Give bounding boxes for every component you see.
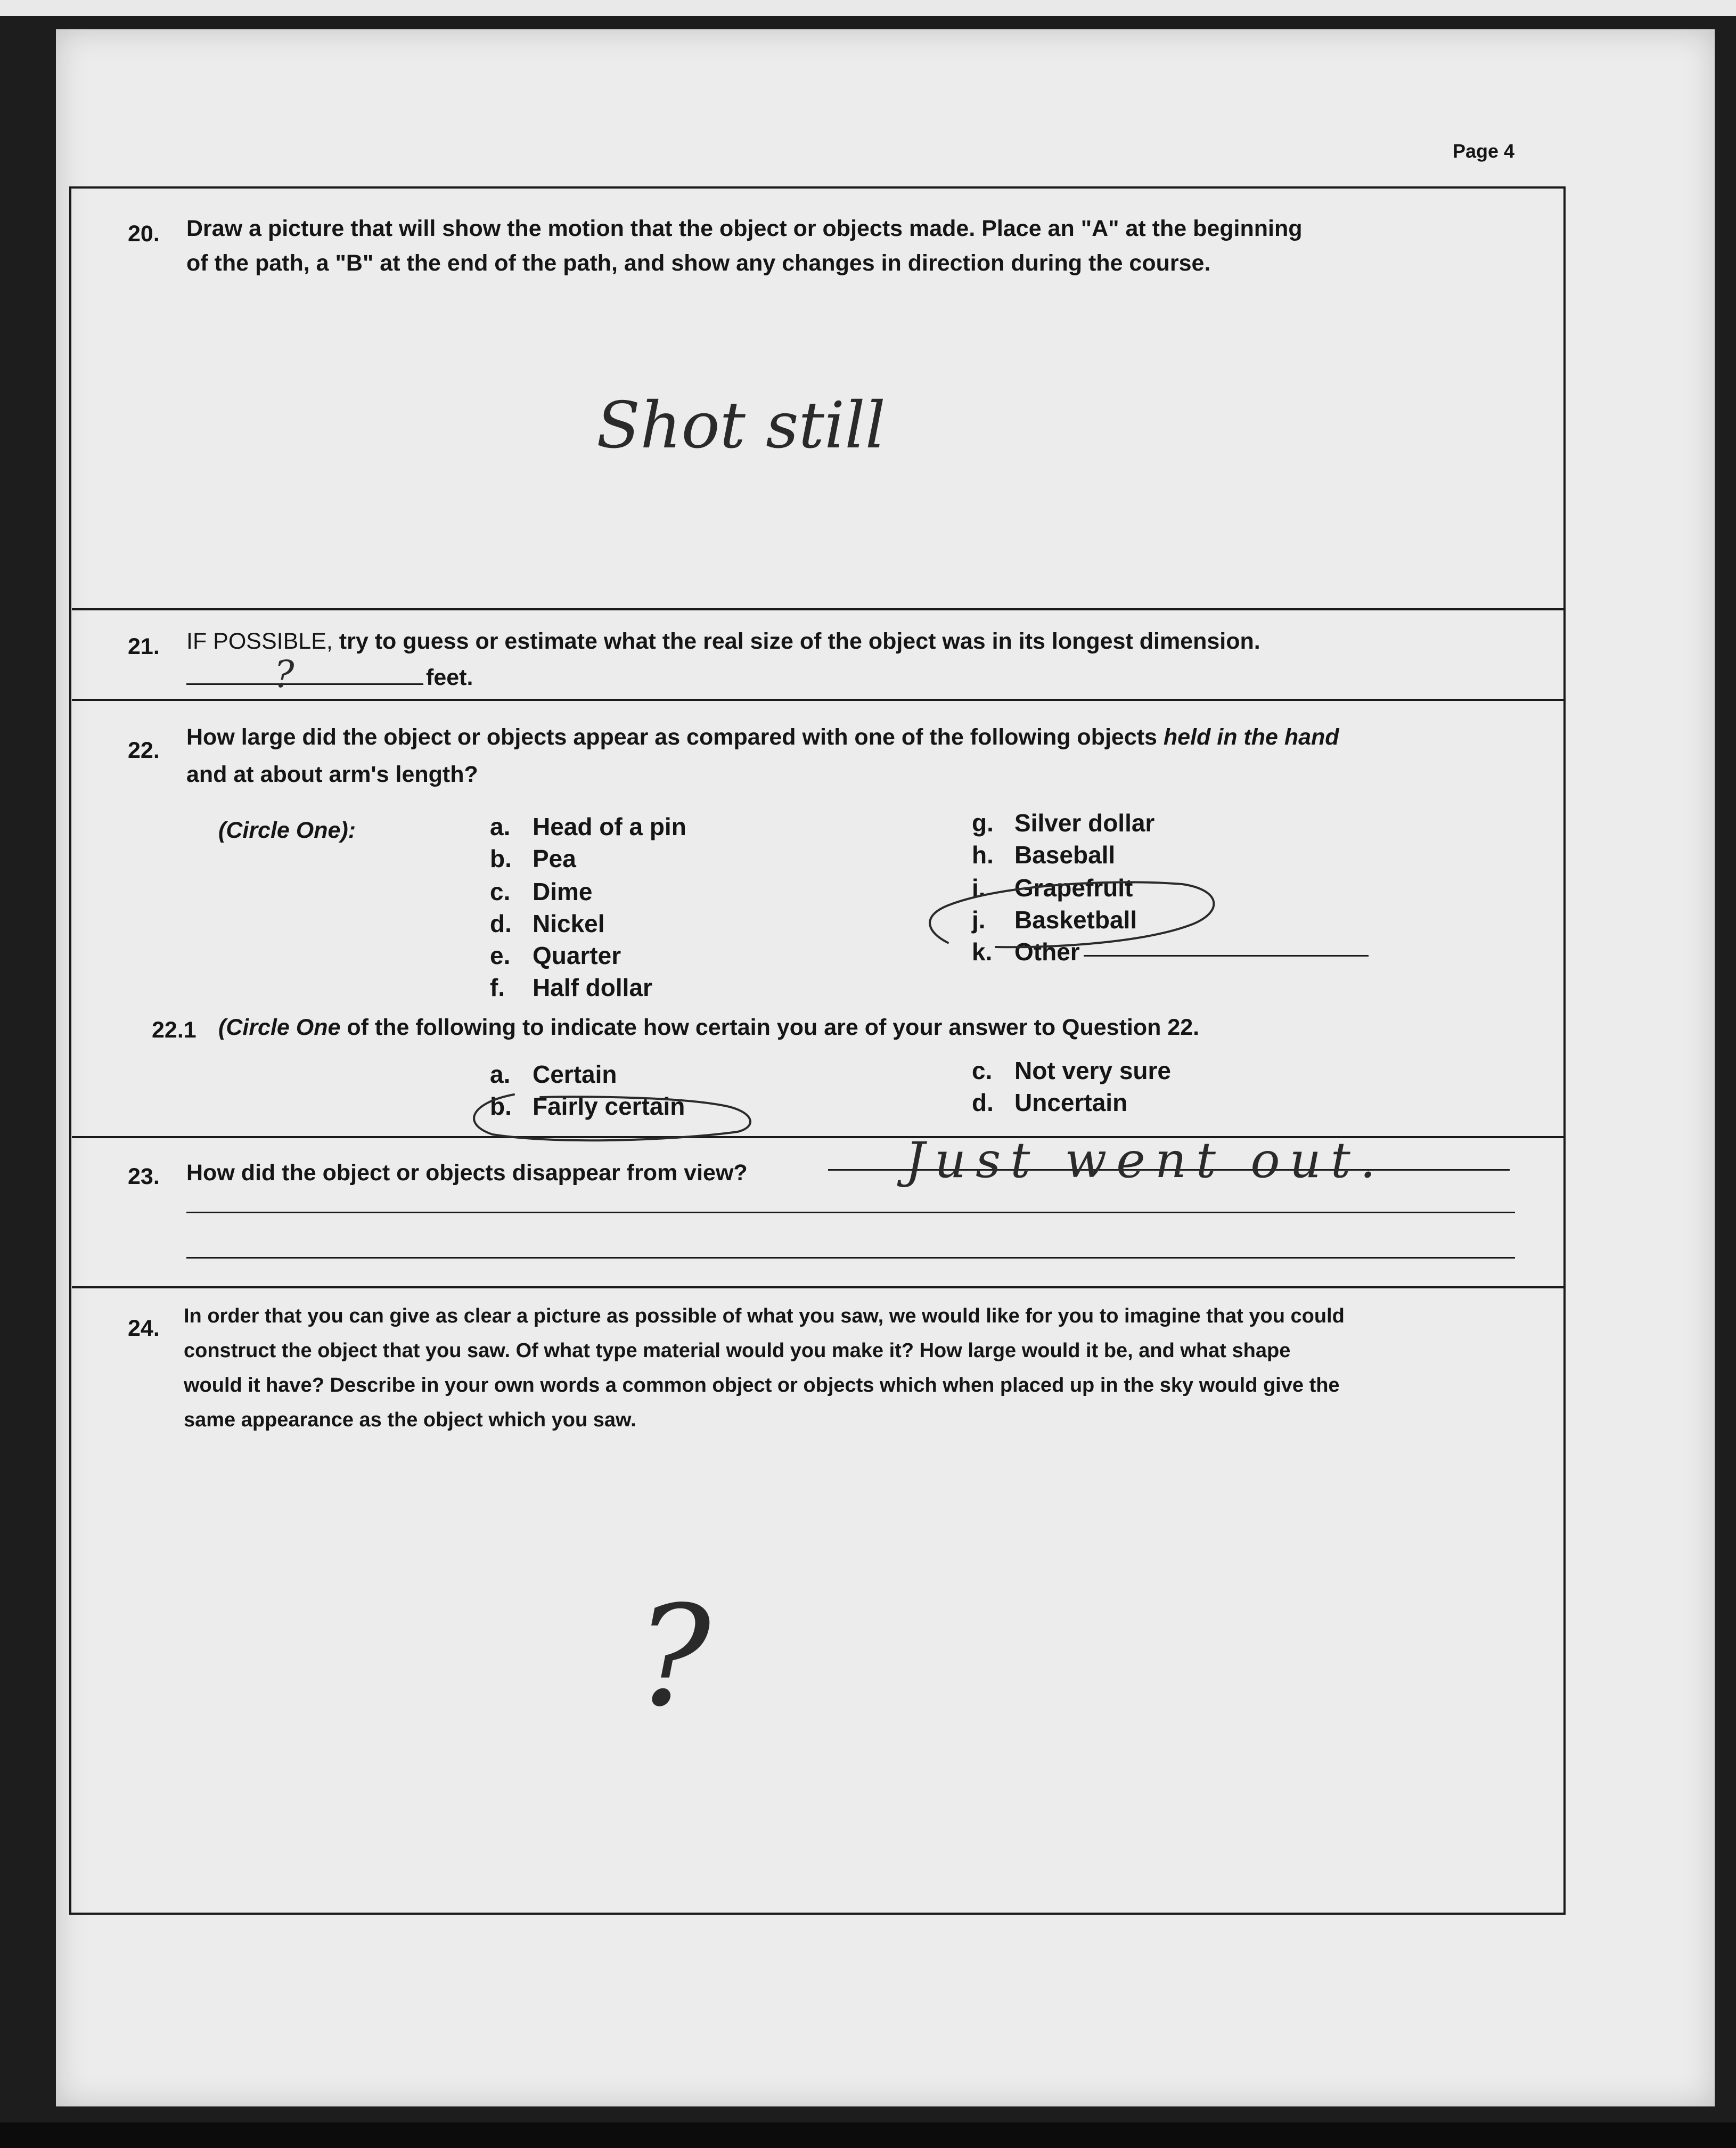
q20-text-line1: Draw a picture that will show the motion that the object or objects made. Place an "A" at the beginning (186, 216, 1303, 241)
q21-number: 21. (128, 634, 160, 659)
q22-1-instruction: (Circle One (218, 1015, 341, 1040)
q24-text-line4: same appearance as the object which you saw. (184, 1409, 636, 1431)
q21-text (186, 628, 1260, 655)
q22-1-option-c-letter: c. (972, 1057, 993, 1084)
q22-1-option-c[interactable]: Not very sure (1014, 1057, 1172, 1084)
q22-option-h-letter: h. (972, 841, 994, 869)
q24-answer-text: ? (636, 1577, 711, 1737)
q22-option-d[interactable]: Nickel (533, 910, 605, 937)
q22-1-option-b[interactable]: Fairly certain (533, 1092, 685, 1120)
q22-option-e[interactable]: Quarter (533, 942, 621, 969)
q23-handwritten-answer (895, 1129, 1480, 1209)
q22-option-f[interactable]: Half dollar (533, 974, 652, 1001)
q22-option-b[interactable]: Pea (533, 845, 576, 872)
q23-blank-line2 (186, 1212, 1515, 1213)
q22-option-j-letter: j. (972, 906, 986, 934)
divider-24 (72, 1286, 1566, 1288)
page-number: Page 4 (1453, 140, 1515, 162)
q23-text: How did the object or objects disappear from view? (186, 1160, 748, 1186)
q20-text-line2: of the path, a "B" at the end of the path, and show any changes in direction during the course. (186, 250, 1211, 276)
q22-1-option-b-letter: b. (490, 1092, 512, 1120)
q22-text-line1 (186, 724, 1339, 750)
q22-option-c-letter: c. (490, 878, 511, 905)
q21-question: try to guess or estimate what the real size of the object was in its longest dimension. (332, 628, 1260, 654)
divider-21 (72, 608, 1566, 610)
q23-answer-text: Just went out. (905, 1132, 1386, 1189)
q22-option-e-letter: e. (490, 942, 511, 969)
q22-instruction: (Circle One): (218, 818, 356, 843)
q24-text-line1: In order that you can give as clear a picture as possible of what you saw, we would like for you to imagine that you could (184, 1305, 1345, 1327)
q24-handwritten-answer (626, 1577, 764, 1790)
divider-22 (72, 699, 1566, 701)
q22-option-h[interactable]: Baseball (1014, 841, 1116, 869)
q22-option-b-letter: b. (490, 845, 512, 872)
q21-emphasis: IF POSSIBLE, (186, 628, 333, 654)
q22-option-f-letter: f. (490, 974, 505, 1001)
q23-blank-line3 (186, 1257, 1515, 1259)
q22-1-question: of the following to indicate how certain you are of your answer to Question 22. (340, 1015, 1200, 1040)
q22-option-g[interactable]: Silver dollar (1014, 809, 1155, 837)
q22-answer-circle (916, 868, 1225, 961)
q22-line1-italic: held in the hand (1157, 724, 1339, 750)
q24-text-line2: construct the object that you saw. Of what type material would you make it? How large would it be, and what shape (184, 1340, 1291, 1362)
q20-handwritten-answer (586, 367, 1065, 485)
q22-1-number: 22.1 (152, 1017, 196, 1043)
q22-option-i-letter: i. (972, 874, 986, 902)
q20-number: 20. (128, 221, 160, 247)
q20-answer-text: Shot still (596, 389, 886, 463)
q23-number: 23. (128, 1164, 160, 1189)
q22-1-option-a[interactable]: Certain (533, 1060, 617, 1088)
q22-option-i[interactable]: Grapefruit (1014, 874, 1133, 902)
q21-answer-text: ? (274, 652, 294, 695)
q24-number: 24. (128, 1316, 160, 1341)
q22-option-j[interactable]: Basketball (1014, 906, 1137, 934)
q22-text-line2: and at about arm's length? (186, 762, 478, 787)
q22-option-a-letter: a. (490, 813, 511, 840)
q22-option-k[interactable]: Other (1014, 938, 1080, 966)
q22-number: 22. (128, 738, 160, 763)
q22-1-option-d-letter: d. (972, 1089, 994, 1116)
q21-handwritten-answer (264, 647, 317, 695)
q22-1-answer-circle (455, 1087, 759, 1145)
scan-top-edge (0, 0, 1736, 16)
q22-1-option-a-letter: a. (490, 1060, 511, 1088)
q22-option-a[interactable]: Head of a pin (533, 813, 686, 840)
q22-option-d-letter: d. (490, 910, 512, 937)
scan-bottom-edge (0, 2122, 1736, 2148)
q22-option-k-letter: k. (972, 938, 993, 966)
q22-option-g-letter: g. (972, 809, 994, 837)
q22-line1-main: How large did the object or objects appear as compared with one of the following objects (186, 724, 1157, 750)
q22-1-text (218, 1015, 1199, 1041)
q21-unit: feet. (426, 665, 473, 690)
q24-text-line3: would it have? Describe in your own words a common object or objects which when placed up in the sky would give the (184, 1374, 1340, 1396)
q22-1-option-d[interactable]: Uncertain (1014, 1089, 1128, 1116)
q22-option-c[interactable]: Dime (533, 878, 593, 905)
